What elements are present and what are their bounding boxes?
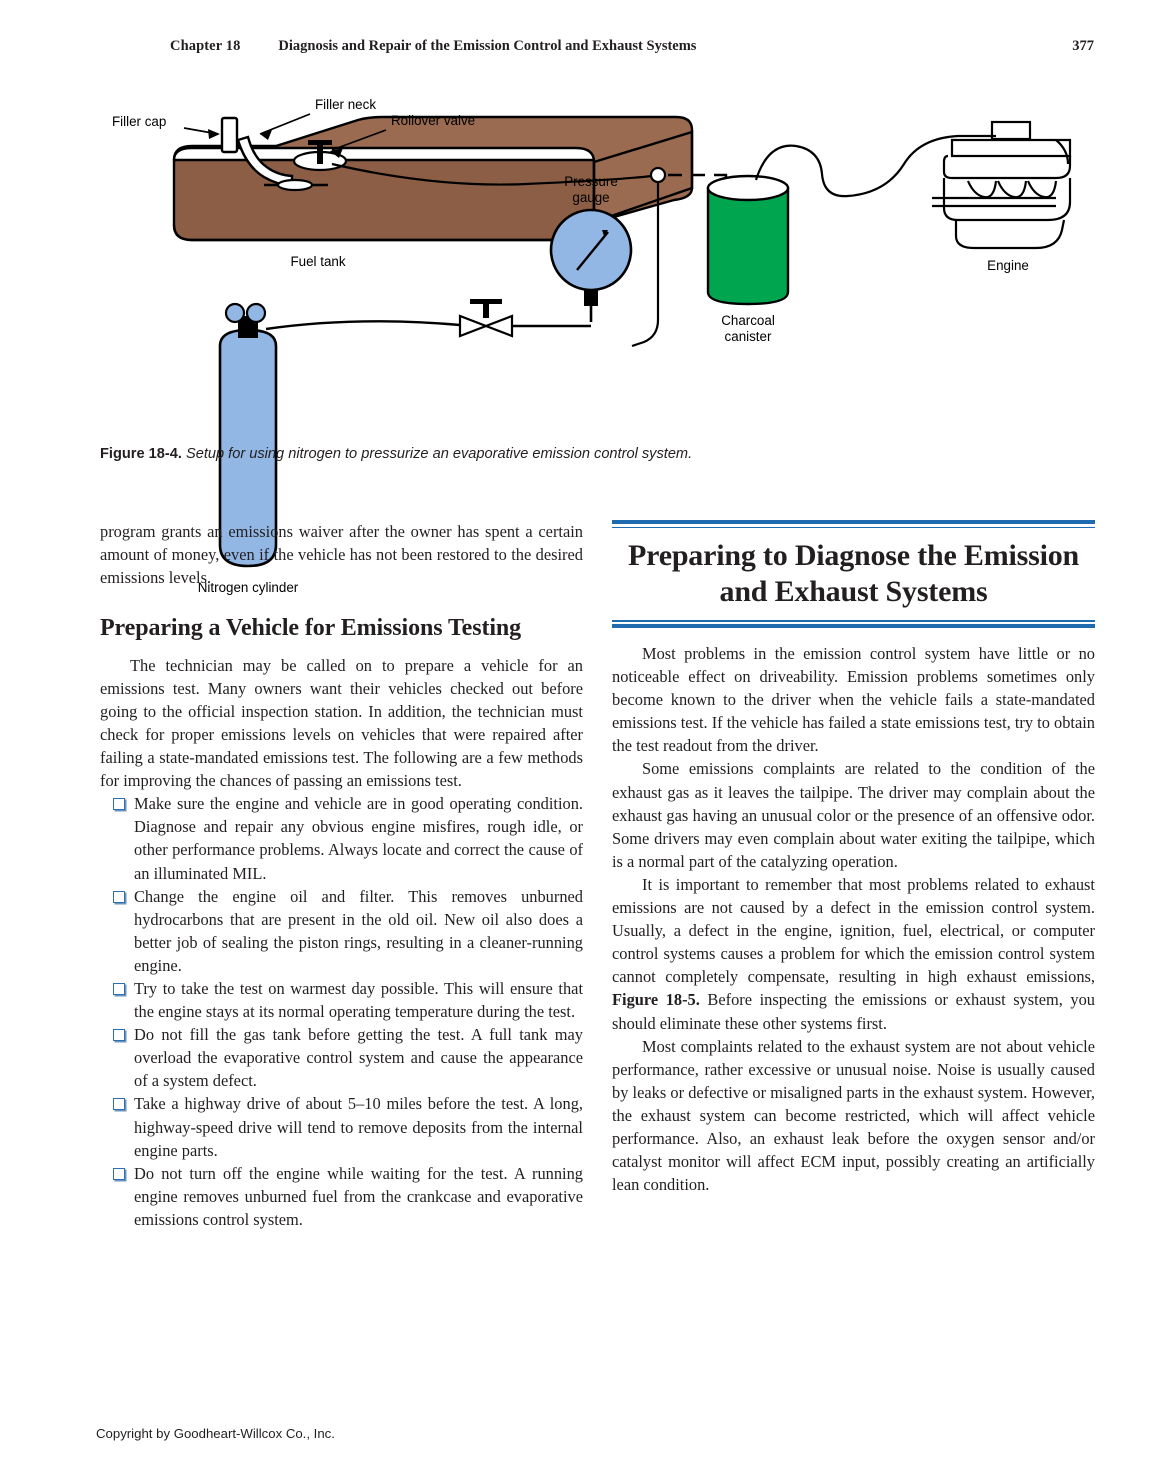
page-number: 377: [1072, 38, 1094, 54]
checkbox-icon: [113, 798, 125, 810]
list-item: [100, 977, 583, 1023]
list-item-text: Change the engine oil and filter. This removes unburned hydrocarbons that are present in the old oil. New oil also does a better job of sealing the piston rings, resulting in a cleaner-running engine.: [134, 886, 583, 975]
label-pressure-gauge-line1: Pressure: [564, 174, 618, 189]
footer-copyright: Copyright by Goodheart-Willcox Co., Inc.: [96, 1426, 335, 1441]
checkbox-icon: [113, 891, 125, 903]
paragraph-3-part-a: It is important to remember that most problems related to exhaust emissions are not caused by a defect in the emission control system. Usually, a defect in the engine, ignition, fuel, electrical, or computer control systems causes a problem for which the emission control system cannot completely compensate, resulting in high exhaust emissions,: [612, 874, 1095, 987]
running-head: [170, 38, 1094, 55]
list-item-text: Do not fill the gas tank before getting the test. A full tank may overload the evaporative control system and cause the appearance of a system defect.: [134, 1025, 583, 1091]
figure-caption-text: Setup for using nitrogen to pressurize an evaporative emission control system.: [181, 446, 693, 462]
label-engine: Engine: [987, 258, 1029, 273]
canister-to-engine-hose: [756, 136, 996, 196]
charcoal-canister-illustration: [708, 176, 788, 304]
cylinder-to-valve-line: [266, 321, 460, 329]
checkbox-icon: [113, 1098, 125, 1110]
valve-left-cone: [460, 316, 486, 336]
label-filler-cap: Filler cap: [112, 114, 167, 129]
valve-handle: [470, 299, 502, 304]
rollover-valve-cap: [308, 140, 332, 145]
major-heading: [612, 538, 1095, 610]
label-charcoal-canister-line1: Charcoal: [721, 313, 775, 328]
emissions-test-checklist: [100, 792, 583, 1231]
filler-cap-arrow: [208, 129, 220, 139]
list-item: [100, 1162, 583, 1231]
checkbox-icon: [113, 1029, 125, 1041]
shutoff-valve-illustration: [460, 299, 512, 336]
figure-reference-18-5: Figure 18-5.: [612, 990, 700, 1010]
fuel-tank-body: [174, 160, 594, 240]
list-item-text: Take a highway drive of about 5–10 miles before the test. A long, highway-speed drive will tend to remove deposits from the internal engine parts.: [134, 1094, 583, 1160]
engine-valve-cover: [952, 140, 1070, 156]
engine-runner-3: [1028, 181, 1056, 197]
paragraph-3-part-b: Before inspecting the emissions or exhaust system, you should eliminate these other systems first.: [612, 990, 1095, 1033]
major-heading-line-1: Preparing to Diagnose the Emission: [628, 539, 1079, 572]
paragraph-most-problems: Most problems in the emission control system have little or no noticeable effect on driveability. Emission problems sometimes only become known to the driver when the vehicle fails a state-mandated emissions test. If the vehicle has failed a state emissions test, try to obtain the test readout from the driver.: [612, 644, 1095, 756]
running-head-chapter: Chapter 18: [170, 38, 241, 54]
engine-runner-2: [998, 181, 1026, 197]
list-item: [100, 1023, 583, 1092]
rollover-valve-stem: [317, 142, 323, 164]
pressure-gauge-stem: [584, 289, 598, 306]
paragraph-most-complaints: Most complaints related to the exhaust system are not about vehicle performance, rather excessive or unusual noise. Noise is usually caused by leaks or defective or misaligned parts in the exhaust system. However, the exhaust system can become restricted, which will affect vehicle performance. Also, an exhaust leak before the oxygen sensor and/or catalyst monitor will affect ECM input, possibly creating an artificially lean condition.: [612, 1036, 1095, 1195]
heading-rule-top-thin: [612, 527, 1095, 529]
list-item-text: Make sure the engine and vehicle are in good operating condition. Diagnose and repair any obvious engine misfires, rough idle, or other performance problems. Always locate and correct the cause of an illuminated MIL.: [134, 794, 583, 883]
filler-neck-opening: [278, 180, 312, 190]
list-item: [100, 792, 583, 884]
engine-right-contour: [1056, 140, 1068, 164]
label-pressure-gauge-line2: gauge: [572, 190, 610, 205]
heading-rule-top: [612, 520, 1095, 528]
tee-junction: [651, 168, 665, 182]
engine-oil-pan: [956, 220, 1064, 248]
list-item: [100, 885, 583, 977]
nitrogen-cylinder-knob-left: [226, 304, 244, 322]
paragraph-intro: The technician may be called on to prepare a vehicle for an emissions test. Many owners want their vehicles checked out before going to the official inspection station. In addition, the technician must check for proper emissions levels on vehicles that were repaired after failing a state-mandated emissions test. The following are a few methods for improving the chances of passing an emissions test.: [100, 655, 583, 791]
right-column: [612, 520, 1095, 1196]
list-item: [100, 1092, 583, 1161]
checkbox-icon: [113, 1168, 125, 1180]
paragraph-important-remember: [612, 873, 1095, 1035]
label-nitrogen-cylinder: Nitrogen cylinder: [197, 580, 299, 595]
running-head-title: Diagnosis and Repair of the Emission Control and Exhaust Systems: [278, 38, 697, 54]
major-heading-line-2: and Exhaust Systems: [719, 575, 988, 608]
label-charcoal-canister-line2: canister: [724, 329, 772, 344]
list-item-text: Do not turn off the engine while waiting for the test. A running engine removes unburned fuel from the crankcase and evaporative emissions control system.: [134, 1163, 583, 1229]
label-rollover-valve: Rollover valve: [391, 113, 476, 128]
charcoal-canister-body: [708, 188, 788, 304]
label-fuel-tank: Fuel tank: [290, 254, 346, 269]
checkbox-icon: [113, 983, 125, 995]
heading-rule-bottom-thick: [612, 624, 1095, 628]
major-heading-block: [612, 520, 1095, 628]
engine-top-cap: [992, 122, 1030, 139]
charcoal-canister-top: [708, 176, 788, 200]
filler-cap: [222, 118, 237, 152]
section-heading-preparing-vehicle: Preparing a Vehicle for Emissions Testing: [100, 615, 522, 642]
engine-head: [944, 156, 1070, 178]
engine-runner-1: [968, 181, 996, 197]
valve-right-cone: [486, 316, 512, 336]
paragraph-some-complaints: Some emissions complaints are related to the condition of the exhaust gas as it leaves the tailpipe. The driver may complain about the exhaust gas having an unusual color or the presence of an offensive odor. Some drivers may even complain about water exiting the tailpipe, which is a normal part of the catalyzing operation.: [612, 759, 1095, 871]
figure-caption-label: Figure 18-4.: [100, 446, 182, 462]
left-column: [100, 520, 583, 1231]
figure-caption: [100, 445, 1030, 463]
engine-illustration: [932, 122, 1070, 248]
paragraph-continued: program grants an emissions waiver after the owner has spent a certain amount of money, even if the vehicle has not been restored to the desired emissions levels.: [100, 522, 583, 588]
pressure-gauge-illustration: [551, 210, 631, 306]
pressure-gauge-face: [551, 210, 631, 290]
valve-stem: [483, 304, 489, 318]
filler-neck-leader: [260, 114, 310, 134]
nitrogen-cylinder-knob-right: [247, 304, 265, 322]
heading-rule-bottom: [612, 620, 1095, 628]
label-filler-neck: Filler neck: [315, 97, 377, 112]
list-item-text: Try to take the test on warmest day possible. This will ensure that the engine stays at its normal operating temperature during the test.: [134, 978, 583, 1022]
